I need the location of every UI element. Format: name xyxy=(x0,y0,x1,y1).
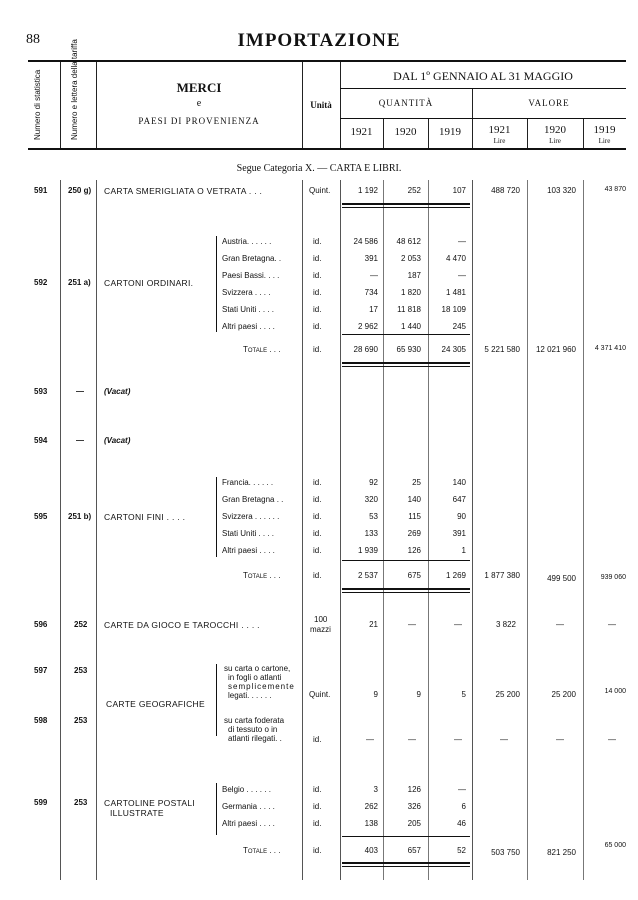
q-1920: 269 xyxy=(407,529,421,538)
v-1919: 4 371 410 xyxy=(594,345,626,352)
tariff-num: 253 xyxy=(74,798,88,807)
v-1919: 65 000 xyxy=(604,842,626,849)
country-label: Svizzera . . . . xyxy=(222,288,271,297)
valore-heading: VALORE xyxy=(528,98,570,108)
country-label: Austria. . . . . . xyxy=(222,237,272,246)
merce: CARTONI FINI . . . . xyxy=(104,512,186,522)
q-1919: 4 470 xyxy=(445,254,466,263)
rule-595c xyxy=(342,592,470,593)
brace xyxy=(216,236,217,332)
q-1919: — xyxy=(458,271,466,280)
q-1920: 11 818 xyxy=(397,305,421,314)
stat-num: 597 xyxy=(34,666,48,675)
country-label: Altri paesi . . . . xyxy=(222,322,275,331)
unit: id. xyxy=(313,254,322,263)
v-1921: 5 221 580 xyxy=(484,345,520,354)
q-1919: 391 xyxy=(452,529,466,538)
v-1920: — xyxy=(556,620,564,629)
rule-592b xyxy=(342,362,470,364)
q-1921: 138 xyxy=(364,819,378,828)
country-label: Altri paesi . . . . xyxy=(222,819,275,828)
country-label: Gran Bretagna . . xyxy=(222,495,284,504)
q-1921: — xyxy=(370,271,378,280)
col-num-statistica: Numero di statistica xyxy=(33,69,42,140)
q-1919: 647 xyxy=(452,495,466,504)
q-1919: — xyxy=(454,620,462,629)
year-v-1921: 1921 xyxy=(488,124,511,136)
unit: id. xyxy=(313,237,322,246)
rule-595b xyxy=(342,588,470,590)
unit: id. xyxy=(313,735,322,744)
q-1921: 9 xyxy=(373,690,378,699)
stat-num: 591 xyxy=(34,186,48,195)
rule-599a xyxy=(342,836,470,837)
q-1919: 90 xyxy=(457,512,466,521)
unit: id. xyxy=(313,322,322,331)
merce: CARTONI ORDINARI. xyxy=(104,278,194,288)
q-1920: 252 xyxy=(407,186,421,195)
v-1921: 488 720 xyxy=(491,186,520,195)
tariff-num: 251 b) xyxy=(68,512,92,521)
q-1919: 5 xyxy=(461,690,466,699)
v-1920: 103 320 xyxy=(547,186,576,195)
stat-num: 599 xyxy=(34,798,48,807)
merci-heading: MERCI xyxy=(176,80,222,95)
q-1921: 92 xyxy=(369,478,378,487)
sub-desc xyxy=(224,716,284,743)
v-1919: 43 870 xyxy=(604,186,626,193)
unit: Quint. xyxy=(309,690,331,699)
merce: (Vacat) xyxy=(104,436,131,445)
hdr-hline-2 xyxy=(340,118,626,119)
q-1921: 53 xyxy=(369,512,378,521)
v-1919: 14 000 xyxy=(604,688,626,695)
q-1919: 6 xyxy=(461,802,466,811)
q-1920: 9 xyxy=(416,690,421,699)
country-label: Altri paesi . . . . xyxy=(222,546,275,555)
rule-599b xyxy=(342,862,470,864)
q-1921: 2 537 xyxy=(357,571,378,580)
year-q-1921: 1921 xyxy=(350,126,373,138)
segue-category: Segue Categoria X. — CARTA E LIBRI. xyxy=(236,163,402,174)
sub-line: su carta o cartone, xyxy=(224,664,291,673)
tariff-num: — xyxy=(76,387,84,396)
country-label: Svizzera . . . . . . xyxy=(222,512,280,521)
unit: id. xyxy=(313,546,322,555)
q-1919: 46 xyxy=(457,819,466,828)
merce: (Vacat) xyxy=(104,387,131,396)
rule-595a xyxy=(342,560,470,561)
totale-label: Totale . . . xyxy=(243,571,281,580)
unit-1: 100 xyxy=(314,615,328,624)
q-1920: 1 820 xyxy=(400,288,421,297)
tariff-num: 252 xyxy=(74,620,88,629)
v-1920: 25 200 xyxy=(551,690,576,699)
hdr-hline-1 xyxy=(340,88,626,89)
q-1921: 734 xyxy=(364,288,378,297)
unit: id. xyxy=(313,802,322,811)
body-sep-2 xyxy=(96,180,97,880)
rule-591a xyxy=(342,203,470,205)
v-1921: 1 877 380 xyxy=(484,571,520,580)
page-number: 88 xyxy=(26,32,40,47)
header-top-rule xyxy=(28,60,626,62)
v-1919: 939 060 xyxy=(600,574,626,581)
q-1919: 140 xyxy=(452,478,466,487)
unit: id. xyxy=(313,512,322,521)
country-label: Belgio . . . . . . xyxy=(222,785,271,794)
year-q-1920: 1920 xyxy=(394,126,417,138)
q-1920: 140 xyxy=(407,495,421,504)
country-label: Francia. . . . . . xyxy=(222,478,274,487)
q-1920: 65 930 xyxy=(396,345,421,354)
v-1921: 3 822 xyxy=(495,620,516,629)
page-title: IMPORTAZIONE xyxy=(237,30,401,51)
q-1920: 48 612 xyxy=(396,237,421,246)
q-1919: 1 xyxy=(461,546,466,555)
sub-line: atlanti rilegati. . xyxy=(228,734,282,743)
unit: id. xyxy=(313,846,322,855)
q-1920: — xyxy=(408,620,416,629)
sub-line: legati. . . . . . xyxy=(228,691,272,700)
lire-1919: Lire xyxy=(598,137,611,145)
q-1921: 28 690 xyxy=(353,345,378,354)
q-1919: — xyxy=(458,785,466,794)
q-1920: 25 xyxy=(412,478,421,487)
quantita-heading: QUANTITÀ xyxy=(378,98,434,108)
stat-num: 592 xyxy=(34,278,48,287)
country-label: Germania . . . . xyxy=(222,802,275,811)
v-1919: — xyxy=(608,620,616,629)
q-1920: 126 xyxy=(407,785,421,794)
q-1919: 245 xyxy=(452,322,466,331)
q-1921: 21 xyxy=(369,620,378,629)
body-sep-8 xyxy=(527,180,528,880)
country-label: Paesi Bassi. . . . xyxy=(222,271,280,280)
q-1921: 403 xyxy=(364,846,378,855)
sub-line: su carta foderata xyxy=(224,716,285,725)
q-1920: 2 053 xyxy=(400,254,421,263)
unit: Quint. xyxy=(309,186,331,195)
brace xyxy=(216,477,217,557)
body-sep-9 xyxy=(583,180,584,880)
body-sep-3 xyxy=(302,180,303,880)
year-v-1919: 1919 xyxy=(593,124,616,136)
q-1921: — xyxy=(366,735,374,744)
lire-1920: Lire xyxy=(549,137,561,145)
q-1919: 1 481 xyxy=(445,288,466,297)
q-1921: 133 xyxy=(364,529,378,538)
tariff-num: 253 xyxy=(74,716,88,725)
sub-desc xyxy=(224,664,295,700)
hdr-sep-1 xyxy=(60,62,61,148)
q-1919: 1 269 xyxy=(445,571,466,580)
rule-592a xyxy=(342,334,470,335)
unit: id. xyxy=(313,785,322,794)
country-label: Stati Uniti . . . . xyxy=(222,529,275,538)
v-1919: — xyxy=(608,735,616,744)
unit: id. xyxy=(313,819,322,828)
unit: id. xyxy=(313,345,322,354)
q-1920: 1 440 xyxy=(400,322,421,331)
tariff-num: 251 a) xyxy=(68,278,91,287)
unit: id. xyxy=(313,288,322,297)
brace xyxy=(216,783,217,835)
unit: id. xyxy=(313,271,322,280)
year-v-1920: 1920 xyxy=(544,124,566,136)
merce-2: ILLUSTRATE xyxy=(110,808,164,818)
rule-592c xyxy=(342,366,470,367)
unit: id. xyxy=(313,495,322,504)
sub-line: semplicemente xyxy=(228,682,295,691)
body-sep-7 xyxy=(472,180,473,880)
brace xyxy=(216,664,217,736)
stat-num: 594 xyxy=(34,436,48,445)
body-sep-1 xyxy=(60,180,61,880)
q-1920: 187 xyxy=(407,271,421,280)
q-1919: — xyxy=(458,237,466,246)
unita-heading: Unità xyxy=(310,100,332,110)
totale-label: Totale . . . xyxy=(243,345,281,354)
unit: id. xyxy=(313,529,322,538)
q-1920: 126 xyxy=(407,546,421,555)
q-1921: 391 xyxy=(364,254,378,263)
q-1920: 326 xyxy=(407,802,421,811)
q-1919: 18 109 xyxy=(441,305,466,314)
col-num-tariffa: Numero e lettera della tariffa xyxy=(70,39,79,140)
q-1921: 1 939 xyxy=(357,546,378,555)
country-label: Gran Bretagna. . xyxy=(222,254,282,263)
v-1920: 499 500 xyxy=(547,574,576,583)
tariff-num: 250 g) xyxy=(68,186,92,195)
period-heading: DAL 1º GENNAIO AL 31 MAGGIO xyxy=(393,69,573,83)
q-1920: 115 xyxy=(408,512,421,521)
q-1920: — xyxy=(408,735,416,744)
country-label: Stati Uniti . . . . xyxy=(222,305,275,314)
stat-num: 595 xyxy=(34,512,48,521)
q-1919: 107 xyxy=(452,186,466,195)
unit: id. xyxy=(313,305,322,314)
v-1921: 25 200 xyxy=(495,690,520,699)
q-1919: — xyxy=(454,735,462,744)
v-1920: 12 021 960 xyxy=(535,345,576,354)
year-q-1919: 1919 xyxy=(439,126,461,138)
stat-num: 593 xyxy=(34,387,48,396)
tariff-num: — xyxy=(76,436,84,445)
tariff-num: 253 xyxy=(74,666,88,675)
q-1921: 262 xyxy=(364,802,378,811)
stat-num: 598 xyxy=(34,716,48,725)
q-1921: 24 586 xyxy=(353,237,378,246)
q-1920: 675 xyxy=(407,571,421,580)
lire-1921: Lire xyxy=(493,137,506,145)
q-1921: 17 xyxy=(369,305,378,314)
v-1920: — xyxy=(556,735,564,744)
rule-591b xyxy=(342,207,470,208)
q-1921: 2 962 xyxy=(357,322,378,331)
merce-1: CARTOLINE POSTALI xyxy=(104,798,196,808)
header-bottom-rule xyxy=(28,148,626,150)
v-1921: — xyxy=(500,735,508,744)
merci-e: e xyxy=(196,98,202,109)
v-1921: 503 750 xyxy=(491,848,520,857)
q-1920: 657 xyxy=(407,846,421,855)
q-1919: 52 xyxy=(457,846,466,855)
q-1921: 320 xyxy=(364,495,378,504)
v-1920: 821 250 xyxy=(547,848,576,857)
merce: CARTE GEOGRAFICHE xyxy=(106,699,205,709)
unit: id. xyxy=(313,478,322,487)
q-1921: 3 xyxy=(373,785,378,794)
unit-2: mazzi xyxy=(310,625,331,634)
q-1919: 24 305 xyxy=(441,345,466,354)
rule-599c xyxy=(342,866,470,867)
paesi-heading: PAESI DI PROVENIENZA xyxy=(138,116,260,126)
merce: CARTA SMERIGLIATA O VETRATA . . . xyxy=(104,186,263,196)
unit: id. xyxy=(313,571,322,580)
totale-label: Totale . . . xyxy=(243,846,281,855)
q-1921: 1 192 xyxy=(357,186,378,195)
q-1920: 205 xyxy=(407,819,421,828)
stat-num: 596 xyxy=(34,620,48,629)
merce: CARTE DA GIOCO E TAROCCHI . . . . xyxy=(104,620,260,630)
sub-line: in fogli o atlanti xyxy=(228,673,282,682)
sub-line: di tessuto o in xyxy=(228,725,278,734)
